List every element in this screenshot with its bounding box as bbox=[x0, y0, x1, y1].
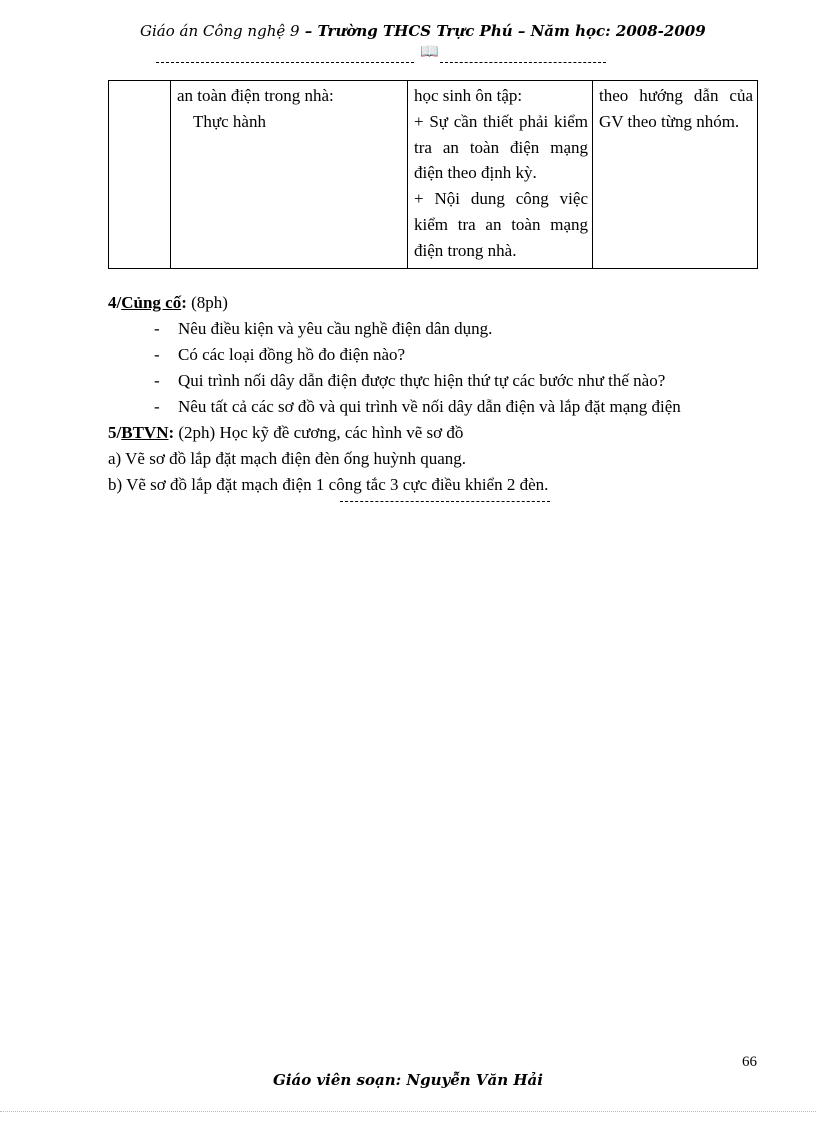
section-time: (2ph) Học kỹ đề cương, các hình vẽ sơ đồ bbox=[174, 423, 464, 442]
teacher-activity-intro: học sinh ôn tập: bbox=[414, 86, 523, 105]
footer-divider bbox=[0, 1111, 816, 1112]
table-row bbox=[109, 81, 758, 269]
page-footer: Giáo viên soạn: Nguyễn Văn Hải bbox=[273, 1071, 543, 1089]
header-title bbox=[140, 22, 740, 40]
section-consolidation-heading bbox=[108, 290, 760, 316]
section-homework-heading bbox=[108, 420, 760, 446]
page-number: 66 bbox=[742, 1054, 757, 1070]
bullet-dash: - bbox=[154, 319, 160, 338]
header-rule-left bbox=[156, 62, 414, 63]
section-colon: : bbox=[181, 293, 187, 312]
question-text: Có các loại đồng hồ đo điện nào? bbox=[178, 345, 406, 364]
end-divider bbox=[340, 501, 550, 502]
header-school: – Trường THCS Trực Phú bbox=[299, 22, 513, 40]
section-number: 4/ bbox=[108, 293, 122, 312]
question-text: Nêu điều kiện và yêu cầu nghề điện dân dụng. bbox=[178, 319, 493, 338]
homework-item: a) Vẽ sơ đồ lắp đặt mạch điện đèn ống huỳnh quang. bbox=[108, 449, 467, 468]
table-cell-content bbox=[171, 81, 408, 269]
bullet-dash: - bbox=[154, 397, 160, 416]
list-item bbox=[108, 394, 760, 420]
question-text: Nêu tất cả các sơ đồ và qui trình về nối dây dẫn điện và lắp đặt mạng điện bbox=[178, 397, 681, 416]
page-header bbox=[140, 22, 740, 60]
header-year: – Năm học: 2008-2009 bbox=[512, 22, 706, 40]
section-label: Củng cố bbox=[121, 293, 182, 312]
book-icon: 📖 bbox=[420, 42, 439, 60]
homework-item: b) Vẽ sơ đồ lắp đặt mạch điện 1 công tắc 3 cực điều khiển 2 đèn. bbox=[108, 475, 549, 494]
content-line: an toàn điện trong nhà: bbox=[177, 86, 334, 105]
lesson-activity-table bbox=[108, 80, 758, 269]
table-cell-teacher-activity bbox=[408, 81, 593, 269]
section-number: 5/ bbox=[108, 423, 122, 442]
table-cell-student-activity: theo hướng dẫn của GV theo từng nhóm. bbox=[593, 81, 758, 269]
table-cell-time bbox=[109, 81, 171, 269]
list-item bbox=[108, 342, 760, 368]
section-label: BTVN bbox=[121, 423, 169, 442]
bullet-dash: - bbox=[154, 371, 160, 390]
list-item bbox=[108, 316, 760, 342]
content-subline: Thực hành bbox=[193, 111, 266, 131]
header-rule-right bbox=[440, 62, 606, 63]
question-text: Qui trình nối dây dẫn điện được thực hiện thứ tự các bước như thế nào? bbox=[178, 371, 666, 390]
teacher-activity-item: + Sự cần thiết phải kiểm tra an toàn điện mạng điện theo định kỳ. bbox=[414, 111, 588, 183]
lesson-body bbox=[108, 290, 760, 502]
section-time: (8ph) bbox=[186, 293, 228, 312]
bullet-dash: - bbox=[154, 345, 160, 364]
consolidation-question-list bbox=[108, 316, 760, 420]
section-colon: : bbox=[168, 423, 175, 442]
list-item bbox=[108, 368, 760, 394]
teacher-activity-item: + Nội dung công việc kiểm tra an toàn mạng điện trong nhà. bbox=[414, 189, 588, 260]
header-subject: Giáo án Công nghệ 9 bbox=[140, 22, 300, 40]
